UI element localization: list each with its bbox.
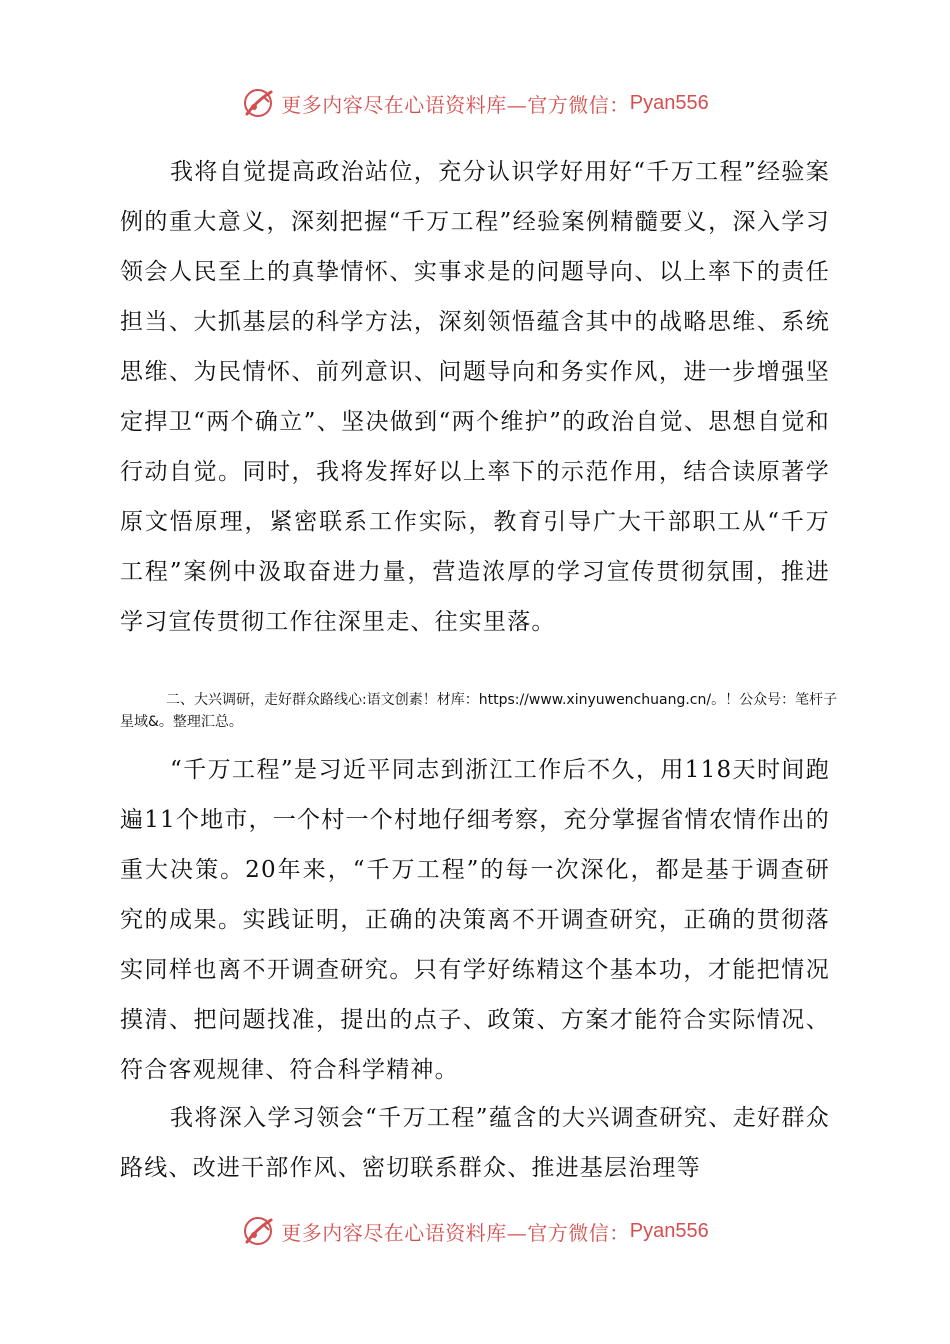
banner-text: 更多内容尽在心语资料库—官方微信： (281, 92, 630, 117)
banner-text: 更多内容尽在心语资料库—官方微信： (281, 1220, 630, 1245)
banner-wechat-id: Pyan556 (629, 91, 709, 114)
header-banner (0, 82, 950, 124)
section-heading-note-text: 二、大兴调研，走好群众路线心:语文创素！材库：https://www.xinyuwenchuang.cn/。！公众号：笔杆子星域&。整理汇总。 (120, 692, 838, 730)
pen-logo-icon (241, 86, 275, 120)
footer-banner (0, 1210, 950, 1252)
banner-wechat-id: Pyan556 (629, 1219, 709, 1242)
pen-logo-icon (241, 1214, 275, 1248)
paragraph-2: “千万工程”是习近平同志到浙江工作后不久，用118天时间跑遍11个地市，一个村一个村地仔细考察，充分掌握省情农情作出的重大决策。20年来，“千万工程”的每一次深化，都是基于调查研究的成果。实践证明，正确的决策离不开调查研究，正确的贯彻落实同样也离不开调查研究。只有学好练精这个基本功，才能把情况摸清、把问题找准，提出的点子、政策、方案才能符合实际情况、符合客观规律、符合科学精神。 (120, 757, 830, 1083)
section-heading-note (120, 689, 840, 733)
paragraph-3: 我将深入学习领会“千万工程”蕴含的大兴调查研究、走好群众路线、改进干部作风、密切联系群众、推进基层治理等 (120, 1105, 830, 1181)
paragraph-1: 我将自觉提高政治站位，充分认识学好用好“千万工程”经验案例的重大意义，深刻把握“千万工程”经验案例精髓要义，深入学习领会人民至上的真挚情怀、实事求是的问题导向、以上率下的责任担当、大抓基层的科学方法，深刻领悟蕴含其中的战略思维、系统思维、为民情怀、前列意识、问题导向和务实作风，进一步增强坚定捍卫“两个确立”、坚决做到“两个维护”的政治自觉、思想自觉和行动自觉。同时，我将发挥好以上率下的示范作用，结合读原著学原文悟原理，紧密联系工作实际，教育引导广大干部职工从“千万工程”案例中汲取奋进力量，营造浓厚的学习宣传贯彻氛围，推进学习宣传贯彻工作往深里走、往实里落。 (120, 159, 830, 635)
